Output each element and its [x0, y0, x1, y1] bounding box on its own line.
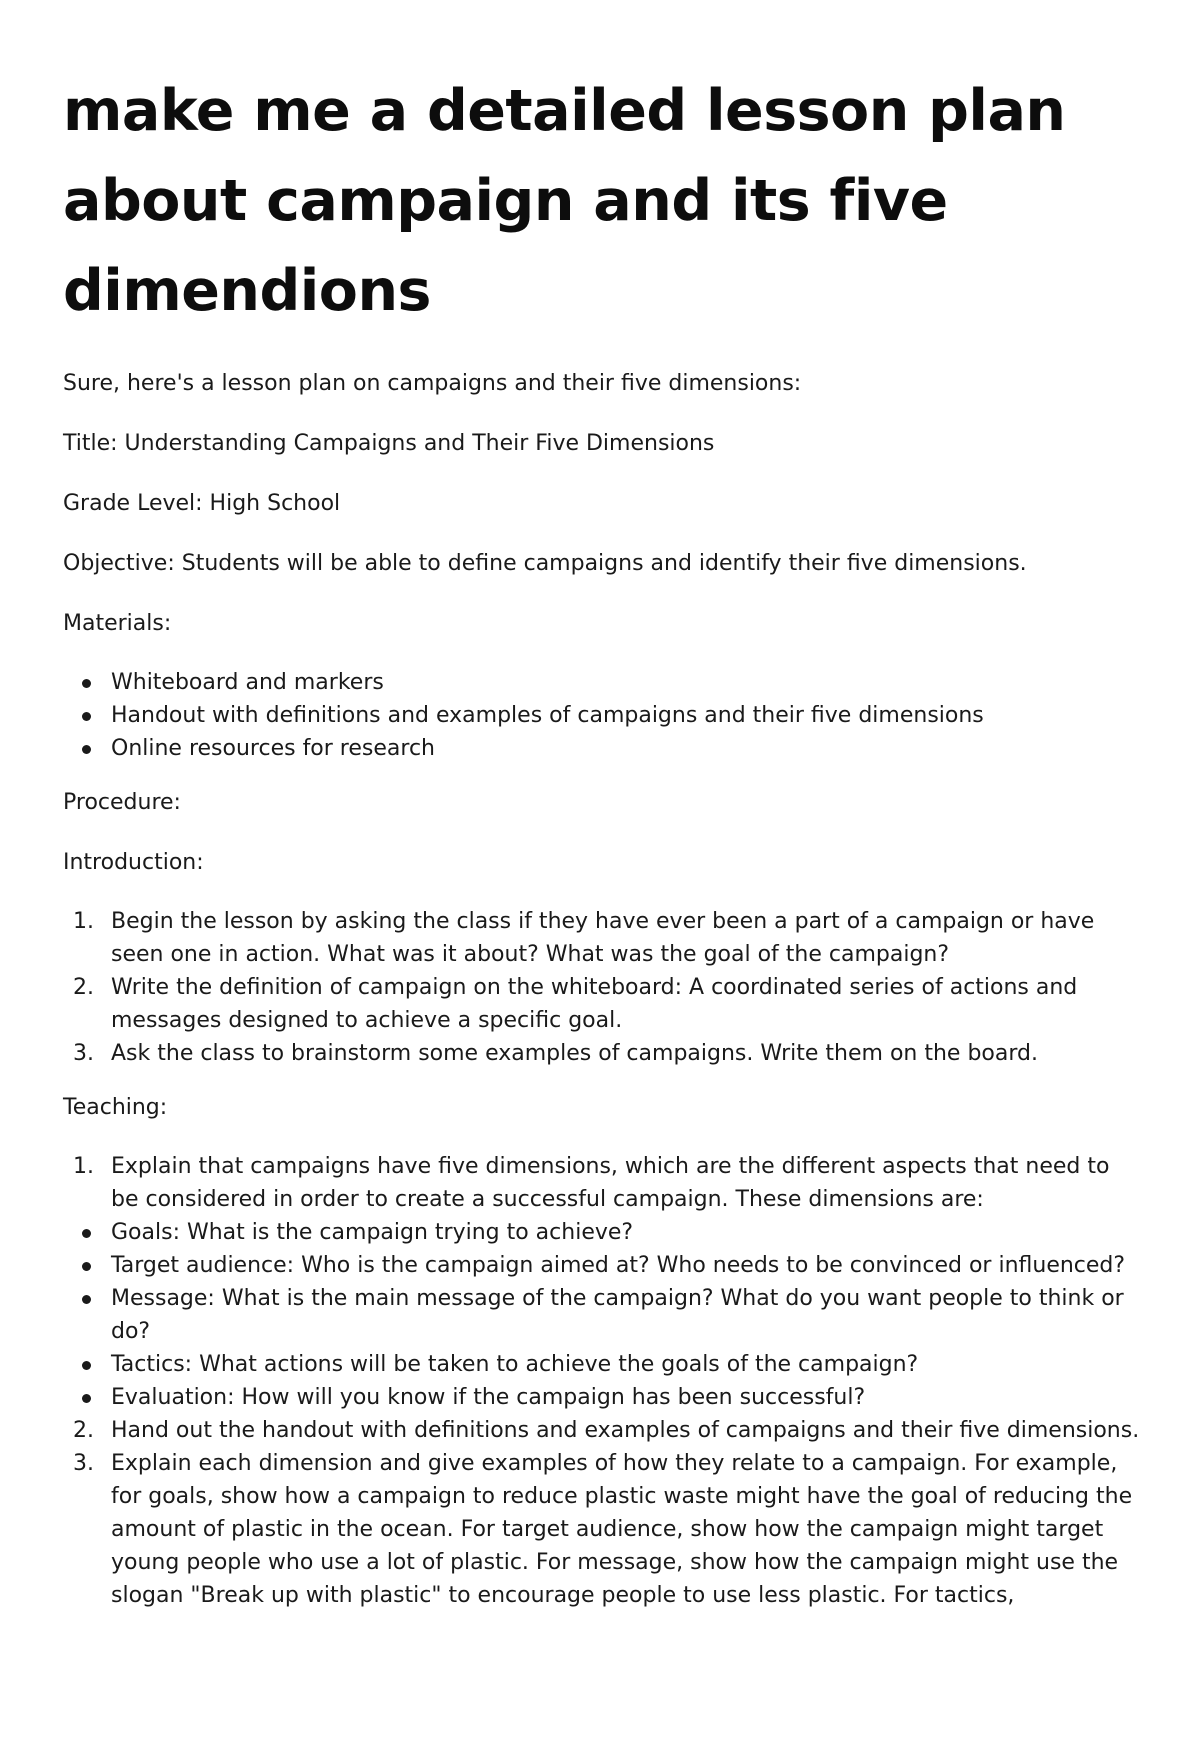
list-number: 3.: [73, 1041, 94, 1066]
list-item: [63, 1414, 1143, 1447]
document-page: [63, 0, 1143, 1612]
materials-heading: Materials:: [63, 611, 172, 636]
list-item: Whiteboard and markers: [63, 666, 1143, 699]
grade-level: Grade Level: High School: [63, 491, 341, 516]
list-item: Tactics: What actions will be taken to achieve the goals of the campaign?: [63, 1348, 1143, 1381]
list-item: Evaluation: How will you know if the campaign has been successful?: [63, 1381, 1143, 1414]
teaching-steps: [63, 1150, 1143, 1216]
lesson-title: Title: Understanding Campaigns and Their Five Dimensions: [63, 431, 715, 456]
teaching-heading: Teaching:: [63, 1095, 168, 1120]
procedure-heading: Procedure:: [63, 790, 181, 815]
list-number: 1.: [73, 1154, 94, 1179]
list-item: Goals: What is the campaign trying to achieve?: [63, 1216, 1143, 1249]
teaching-steps-continued: [63, 1414, 1143, 1612]
list-number: 2.: [73, 975, 94, 1000]
list-number: 2.: [73, 1418, 94, 1443]
list-item: Message: What is the main message of the campaign? What do you want people to think or do?: [63, 1282, 1143, 1348]
list-item-text: Write the definition of campaign on the whiteboard: A coordinated series of actions and messages designed to achieve a specific goal.: [111, 975, 1078, 1033]
dimensions-list: [63, 1216, 1143, 1414]
list-item: Handout with definitions and examples of campaigns and their five dimensions: [63, 699, 1143, 732]
intro-text: Sure, here's a lesson plan on campaigns and their five dimensions:: [63, 371, 802, 396]
list-item: [63, 1150, 1143, 1216]
list-item-text: Hand out the handout with definitions and examples of campaigns and their five dimensions.: [111, 1418, 1140, 1443]
list-item: Online resources for research: [63, 732, 1143, 765]
list-item-text: Begin the lesson by asking the class if they have ever been a part of a campaign or have seen one in action. What was it about? What was the goal of the campaign?: [111, 909, 1095, 967]
list-item: [63, 1037, 1143, 1070]
list-item-text: Explain each dimension and give examples of how they relate to a campaign. For example, for goals, show how a campaign to reduce plastic waste might have the goal of reducing the amount of plastic in the ocean. For target audience, show how the campaign might target young people who use a lot of plastic. For message, show how the campaign might use the slogan "Break up with plastic" to encourage people to use less plastic. For tactics,: [111, 1451, 1133, 1608]
list-item-text: Explain that campaigns have five dimensions, which are the different aspects that need to be considered in order to create a successful campaign. These dimensions are:: [111, 1154, 1110, 1212]
introduction-heading: Introduction:: [63, 850, 204, 875]
list-item: [63, 971, 1143, 1037]
introduction-steps: [63, 905, 1143, 1070]
list-item-text: Ask the class to brainstorm some examples of campaigns. Write them on the board.: [111, 1041, 1038, 1066]
list-number: 3.: [73, 1451, 94, 1476]
page-title: make me a detailed lesson plan about campaign and its five dimendions: [63, 78, 1066, 324]
list-item: Target audience: Who is the campaign aimed at? Who needs to be convinced or influenced?: [63, 1249, 1143, 1282]
list-number: 1.: [73, 909, 94, 934]
materials-list: [63, 666, 1143, 765]
objective: Objective: Students will be able to define campaigns and identify their five dimensions.: [63, 551, 1027, 576]
list-item: [63, 1447, 1143, 1612]
list-item: [63, 905, 1143, 971]
